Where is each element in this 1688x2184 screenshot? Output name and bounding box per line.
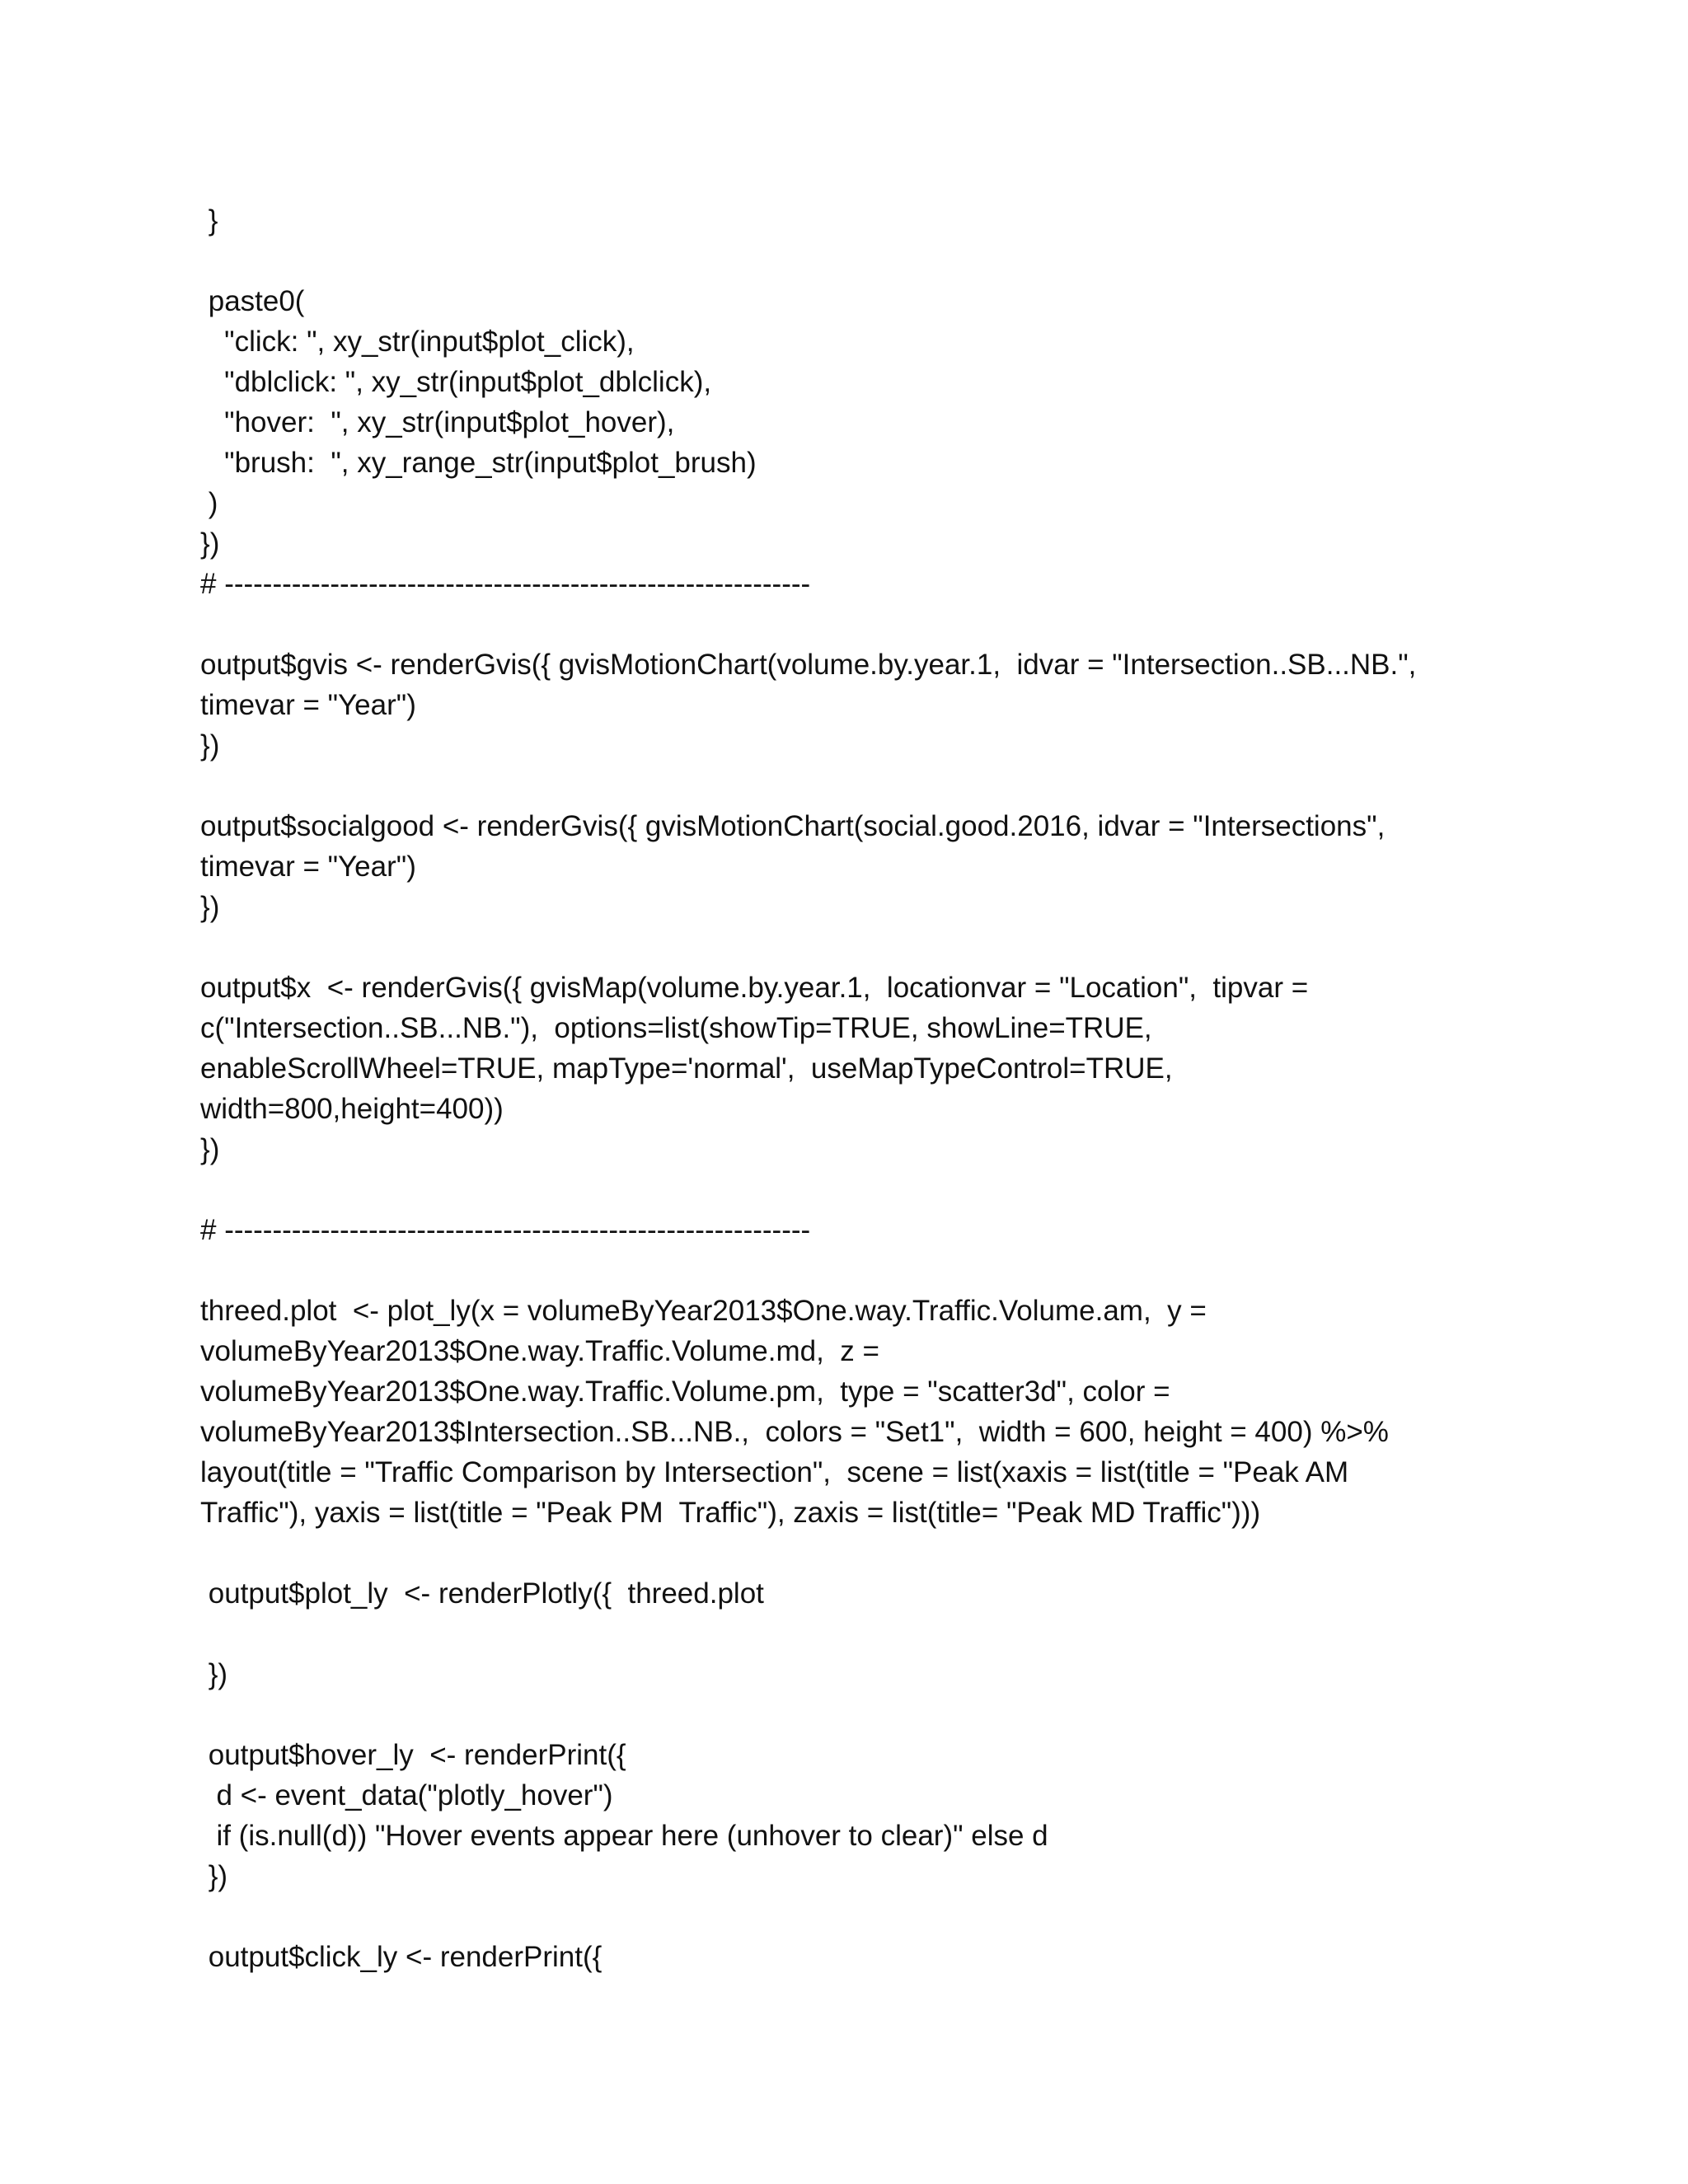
code-listing — [200, 200, 1519, 1977]
code-line: } — [200, 204, 218, 237]
comment-separator-line: # ------------------------------------------------------------- — [200, 568, 811, 600]
code-line: d <- event_data("plotly_hover") — [200, 1779, 613, 1811]
code-line: output$x <- renderGvis({ gvisMap(volume.by.year.1, locationvar = "Location", tipvar = — [200, 972, 1309, 1004]
code-line — [200, 1694, 1519, 1735]
code-line: }) — [200, 1133, 220, 1165]
code-line: if (is.null(d)) "Hover events appear here (unhover to clear)" else d — [200, 1820, 1048, 1852]
code-line — [200, 1614, 1519, 1654]
code-line: width=800,height=400)) — [200, 1093, 504, 1125]
code-line: }) — [200, 1658, 228, 1690]
code-line: "click: ", xy_str(input$plot_click), — [200, 326, 635, 358]
code-line: output$plot_ly <- renderPlotly({ threed.plot — [200, 1577, 764, 1610]
code-line — [200, 1533, 1519, 1573]
code-line: "hover: ", xy_str(input$plot_hover), — [200, 406, 675, 438]
code-line — [200, 1896, 1519, 1937]
code-line: Traffic"), yaxis = list(title = "Peak PM Traffic"), zaxis = list(title= "Peak MD Traffic"))) — [200, 1497, 1261, 1529]
code-line: }) — [200, 1860, 228, 1892]
code-line: enableScrollWheel=TRUE, mapType='normal', useMapTypeControl=TRUE, — [200, 1052, 1173, 1085]
code-line: layout(title = "Traffic Comparison by Intersection", scene = list(xaxis = list(title = "Peak AM — [200, 1456, 1349, 1488]
code-line — [200, 1250, 1519, 1291]
code-line: "brush: ", xy_range_str(input$plot_brush) — [200, 447, 757, 479]
code-line: "dblclick: ", xy_str(input$plot_dblclick), — [200, 366, 712, 398]
code-line: ) — [200, 487, 218, 519]
code-line: output$click_ly <- renderPrint({ — [200, 1941, 603, 1973]
comment-separator-line: # ------------------------------------------------------------- — [200, 1214, 811, 1246]
code-line — [200, 1169, 1519, 1210]
code-line: }) — [200, 729, 220, 762]
code-line — [200, 927, 1519, 968]
code-line: }) — [200, 891, 220, 923]
code-line: output$gvis <- renderGvis({ gvisMotionChart(volume.by.year.1, idvar = "Intersection..SB...NB.", — [200, 649, 1417, 681]
code-line — [200, 241, 1519, 281]
code-line: timevar = "Year") — [200, 689, 416, 721]
code-line: volumeByYear2013$One.way.Traffic.Volume.md, z = — [200, 1335, 879, 1367]
code-line: volumeByYear2013$One.way.Traffic.Volume.pm, type = "scatter3d", color = — [200, 1376, 1170, 1408]
code-line: }) — [200, 527, 220, 560]
code-line — [200, 604, 1519, 644]
code-line — [200, 766, 1519, 806]
code-line: paste0( — [200, 285, 305, 317]
code-line: output$hover_ly <- renderPrint({ — [200, 1739, 626, 1771]
code-line: volumeByYear2013$Intersection..SB...NB., colors = "Set1", width = 600, height = 400) %>% — [200, 1416, 1389, 1448]
code-line: timevar = "Year") — [200, 851, 416, 883]
code-line: threed.plot <- plot_ly(x = volumeByYear2013$One.way.Traffic.Volume.am, y = — [200, 1295, 1207, 1327]
code-line: c("Intersection..SB...NB."), options=list(showTip=TRUE, showLine=TRUE, — [200, 1012, 1152, 1044]
code-line: output$socialgood <- renderGvis({ gvisMotionChart(social.good.2016, idvar = "Intersections", — [200, 810, 1386, 842]
